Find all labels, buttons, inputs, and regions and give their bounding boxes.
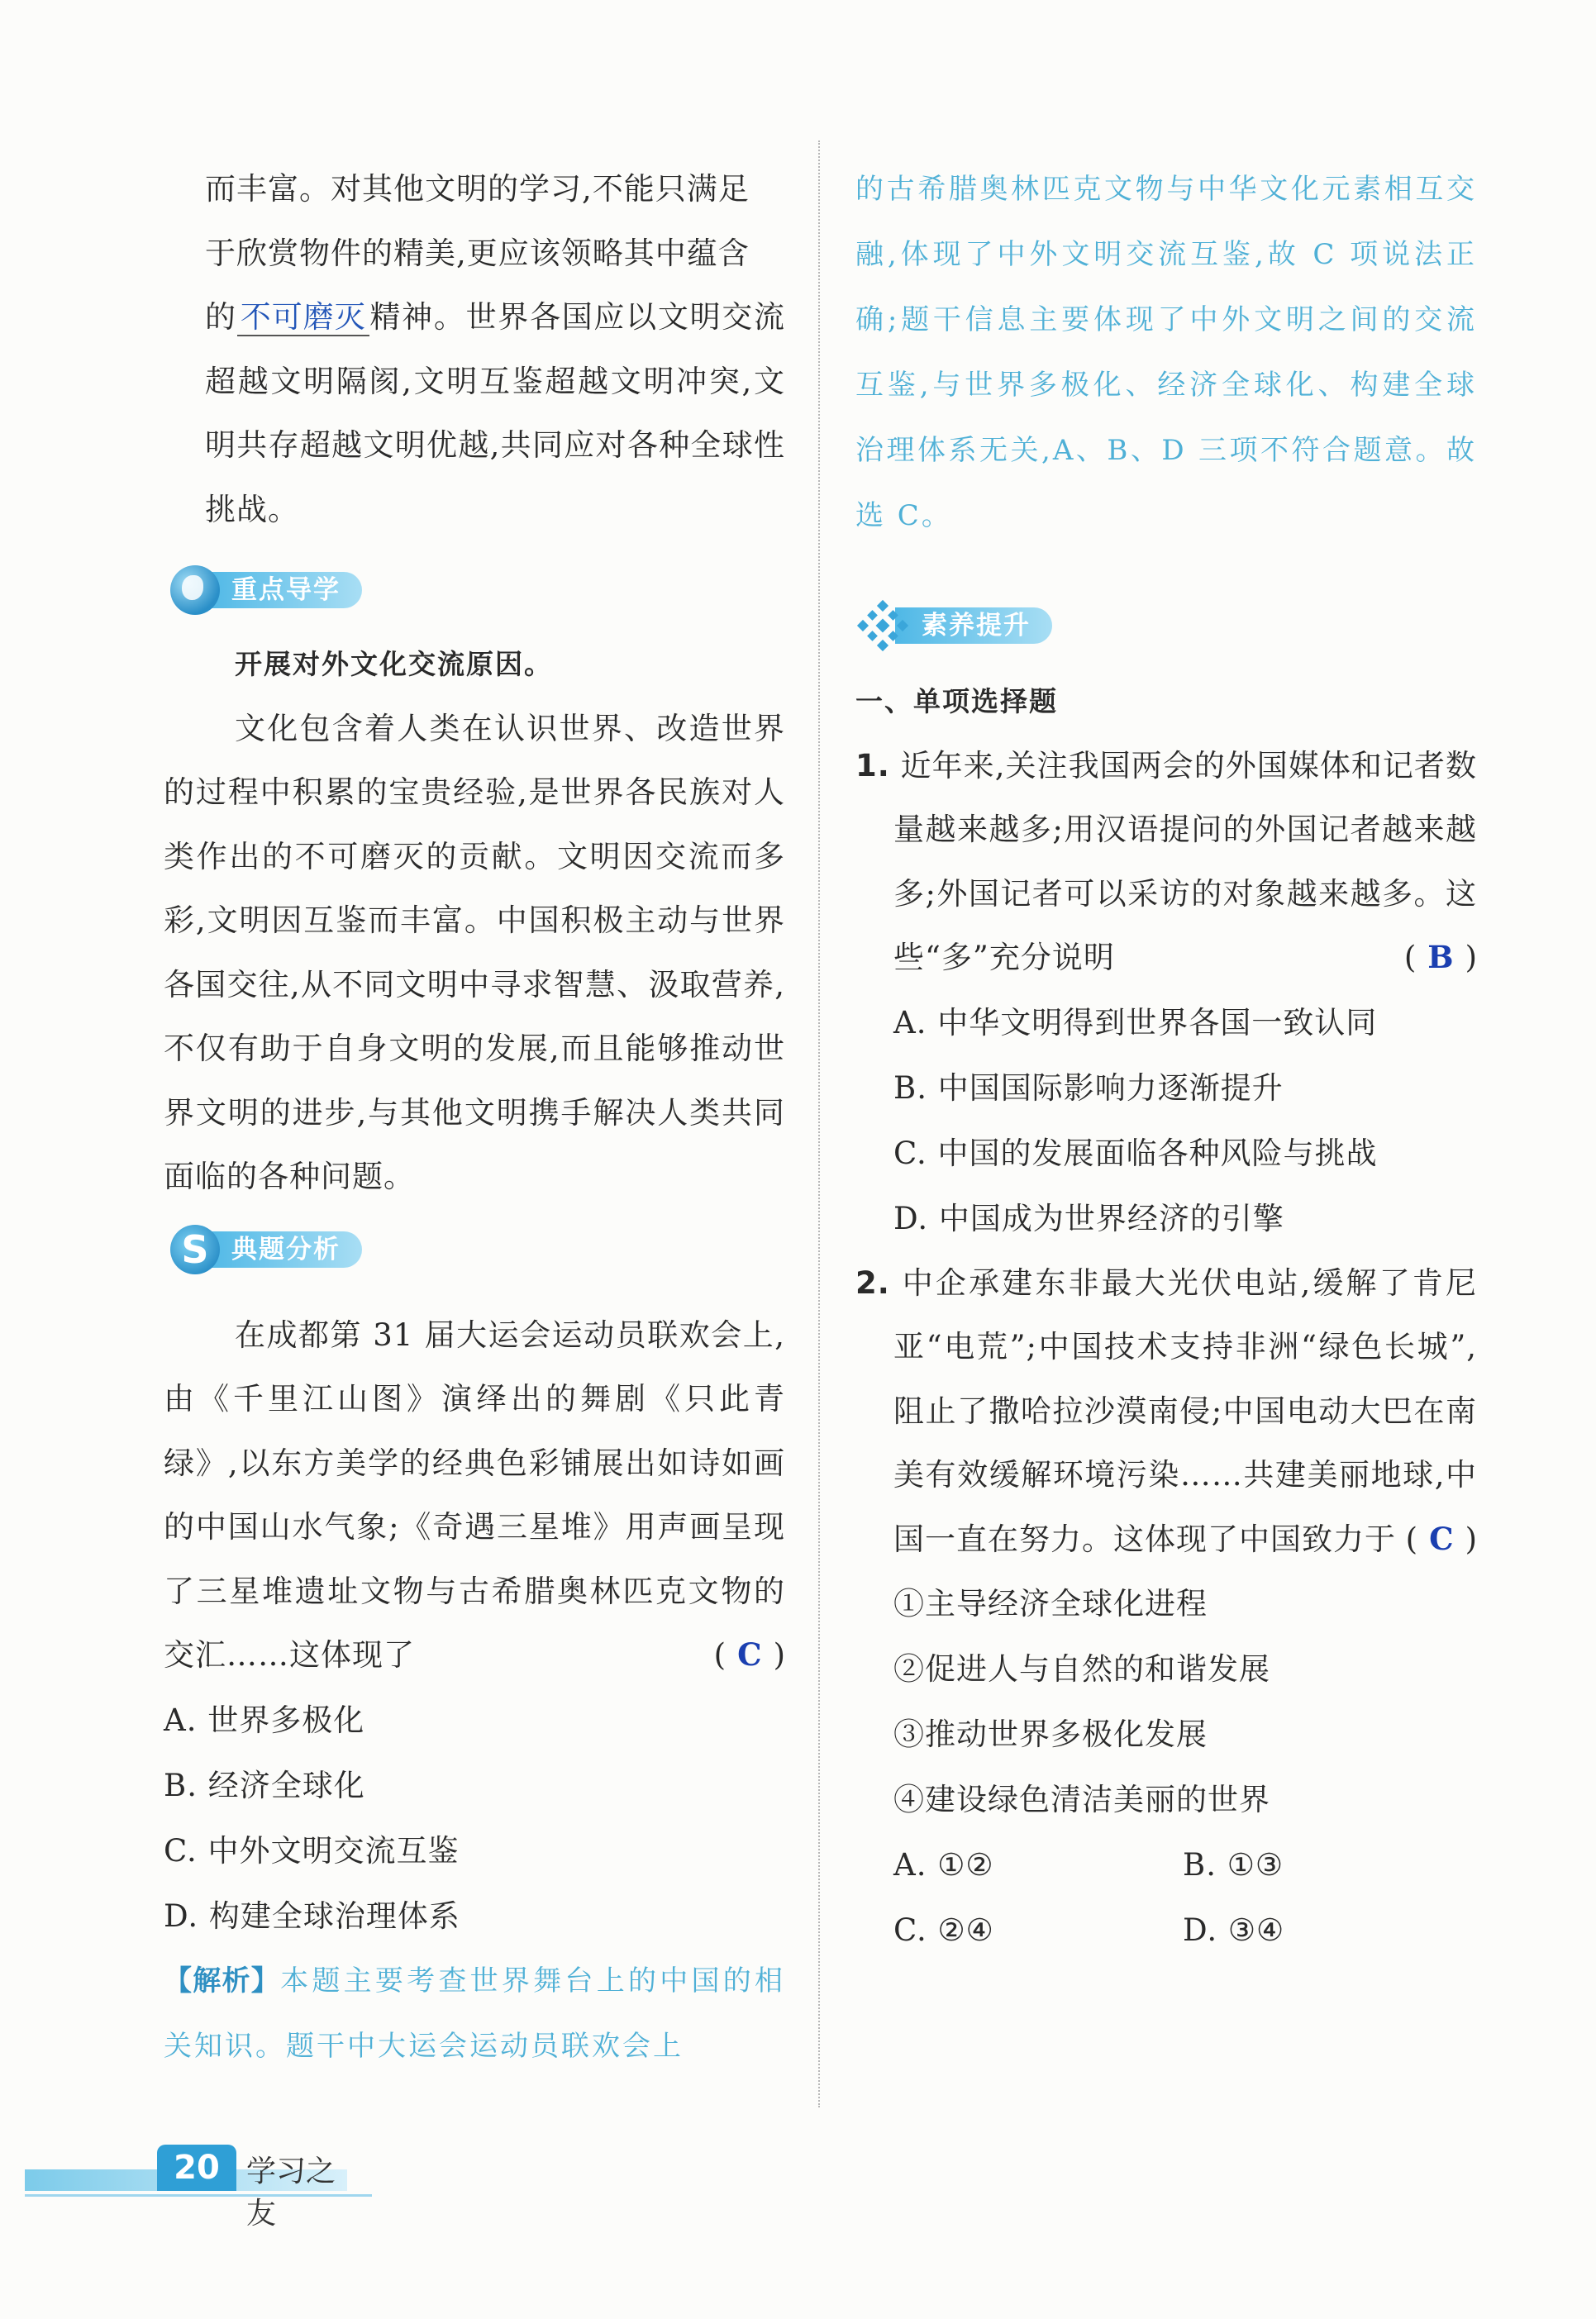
choices-row-2 [893, 1898, 1477, 1963]
badge-key-guide [170, 564, 785, 616]
question-number: 2. [855, 1264, 890, 1301]
analysis-text [164, 1949, 785, 2079]
option-d: D. 中国成为世界经济的引擎 [893, 1200, 1284, 1236]
intro-paragraph [205, 157, 785, 541]
footer-underline [25, 2194, 372, 2197]
page-footer [25, 2145, 347, 2231]
pattern-icon [855, 598, 910, 653]
intro-post-blank: 精神。世界各国应以文明交流超越文明隔阂,文明互鉴超越文明冲突,文明共存超越文明优越,共同应对各种全球性挑战。 [205, 299, 786, 527]
question-1 [855, 734, 1477, 990]
intro-line-1: 而丰富。对其他文明的学习,不能只满足 [205, 171, 750, 207]
page-number: 20 [157, 2145, 236, 2191]
intro-pre-blank: 的 [205, 299, 237, 335]
badge-typical-question [170, 1224, 785, 1275]
badge-label: 素养提升 [895, 607, 1052, 644]
analysis-tag: 【解析】 [164, 1964, 281, 1998]
key-guide-paragraph: 文化包含着人类在认识世界、改造世界的过程中积累的宝贵经验,是世界各民族对人类作出的不可磨灭的贡献。文明因交流而多彩,文明因互鉴而丰富。中国积极主动与世界各国交往,从不同文明中寻求智慧、汲取营养,不仅有助于自身文明的发展,而且能够推动世界文明的进步,与其他文明携手解决人类共同面临的各种问题。 [164, 710, 785, 1194]
answer-bracket: ( B ) [1403, 939, 1477, 975]
analysis-body: 本题主要考查世界舞台上的中国的相关知识。题干中大运会运动员联欢会上 [164, 1964, 786, 2063]
globe-icon [170, 565, 220, 615]
option-b: B. 经济全球化 [164, 1767, 365, 1803]
column-divider [818, 140, 820, 2107]
option-a: A. 中华文明得到世界各国一致认同 [893, 1004, 1378, 1040]
typical-question [164, 1303, 785, 2079]
statement-4: ④建设绿色清洁美丽的世界 [893, 1782, 1270, 1817]
right-column [855, 157, 1477, 1963]
question-1-text: 近年来,关注我国两会的外国媒体和记者数量越来越多;用汉语提问的外国记者越来越多;外国记者可以采访的对象越来越多。这些“多”充分说明 [893, 747, 1477, 975]
answer-letter: C [1429, 1520, 1454, 1557]
badge-label: 重点导学 [205, 572, 362, 608]
fill-blank-answer: 不可磨灭 [237, 301, 369, 336]
choice-d: D. ③④ [1183, 1912, 1285, 1948]
brand-name: 学习之友 [246, 2155, 336, 2231]
question-body: 在成都第 31 届大运会运动员联欢会上,由《千里江山图》演绎出的舞剧《只此青绿》,以东方美学的经典色彩铺展出如诗如画的中国山水气象;《奇遇三星堆》用声画呈现了三星堆遗址文物与古希腊奥林匹克文物的交汇……这体现了 [164, 1317, 785, 1673]
question-1-options [855, 990, 1477, 1251]
option-c: C. 中外文明交流互鉴 [164, 1832, 460, 1869]
choice-b: B. ①③ [1183, 1847, 1284, 1883]
practice-section [855, 669, 1477, 1963]
answer-bracket: ( C ) [1405, 1520, 1477, 1557]
s-swirl-icon: S [170, 1225, 220, 1274]
answer-letter: C [737, 1636, 762, 1673]
statement-3: ③推动世界多极化发展 [893, 1717, 1208, 1752]
left-column [164, 157, 785, 2079]
key-guide-heading: 开展对外文化交流原因。 [235, 648, 553, 680]
section-title: 一、单项选择题 [855, 685, 1058, 717]
choices-row-1 [893, 1832, 1477, 1898]
statement-1: ①主导经济全球化进程 [893, 1586, 1208, 1621]
badge-literacy-improve [855, 600, 1477, 651]
intro-line-2: 于欣赏物件的精美,更应该领略其中蕴含 [205, 235, 750, 271]
statement-2: ②促进人与自然的和谐发展 [893, 1651, 1270, 1687]
question-2-text: 中企承建东非最大光伏电站,缓解了肯尼亚“电荒”;中国技术支持非洲“绿色长城”,阻止了撒哈拉沙漠南侵;中国电动大巴在南美有效缓解环境污染……共建美丽地球,中国一直在努力。这体现了中国致力于 [893, 1264, 1478, 1557]
answer-letter: B [1427, 939, 1454, 975]
answer-bracket: ( C ) [713, 1636, 785, 1673]
key-guide-section [164, 632, 785, 1209]
option-c: C. 中国的发展面临各种风险与挑战 [893, 1135, 1378, 1171]
option-a: A. 世界多极化 [164, 1702, 365, 1738]
choice-c: C. ②④ [893, 1912, 994, 1948]
analysis-continuation: 的古希腊奥林匹克文物与中华文化元素相互交融,体现了中外文明交流互鉴,故 C 项说法正确;题干信息主要体现了中外文明之间的交流互鉴,与世界多极化、经济全球化、构建全球治理体系无关,A、B、D 三项不符合题意。故选 C。 [855, 173, 1477, 532]
option-b: B. 中国国际影响力逐渐提升 [893, 1069, 1284, 1106]
option-d: D. 构建全球治理体系 [164, 1898, 460, 1934]
badge-label: 典题分析 [205, 1231, 362, 1268]
choice-a: A. ①② [893, 1847, 994, 1883]
intro-rest [205, 285, 785, 541]
question-2 [855, 1251, 1477, 1572]
question-text [164, 1303, 785, 1688]
question-2-items [855, 1571, 1477, 1963]
question-number: 1. [855, 747, 890, 783]
